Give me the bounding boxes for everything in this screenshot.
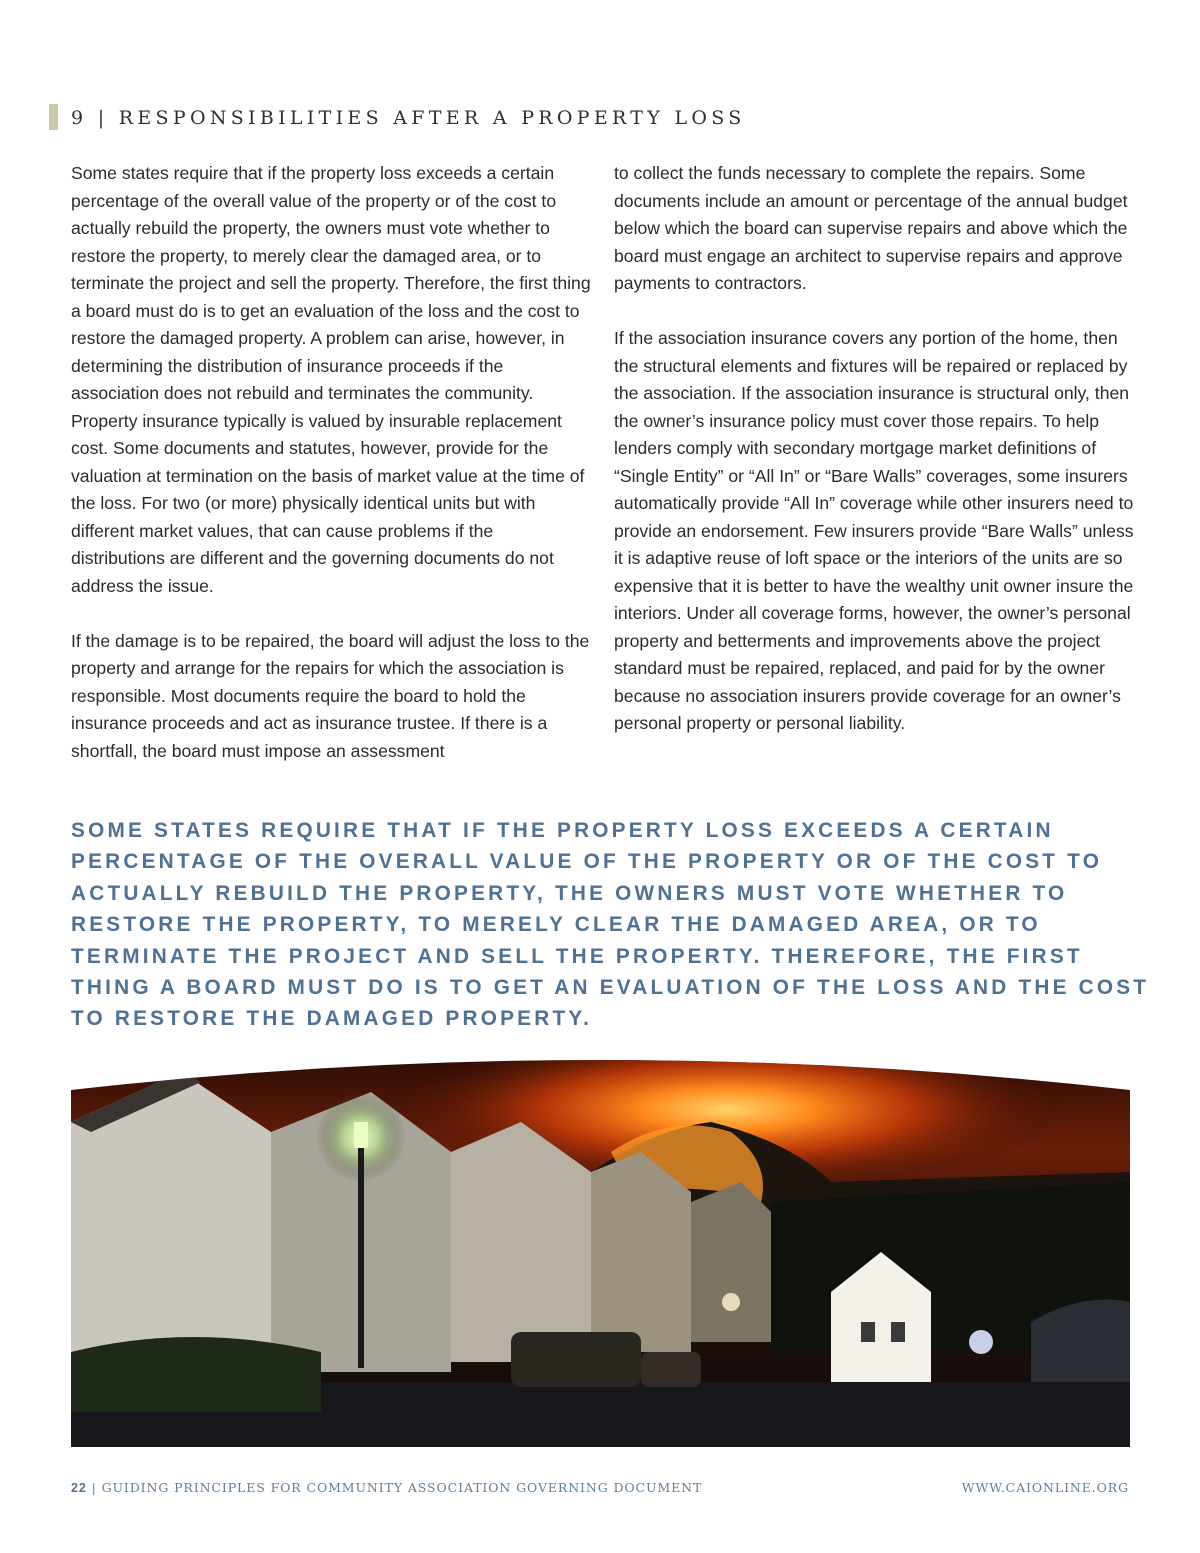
website-link[interactable]: WWW.CAIONLINE.ORG <box>961 1480 1129 1495</box>
paragraph: If the damage is to be repaired, the board will adjust the loss to the property and arrange for the repairs for which the association is responsible. Most documents require the board to hold the insurance proceeds and act as insurance trustee. If there is a shortfall, the board must impose an assessment <box>71 630 590 761</box>
page-number: 22 <box>71 1481 87 1495</box>
footer-publication <box>71 1480 702 1495</box>
paragraph: Some states require that if the property loss exceeds a certain percentage of the overall value of the property or of the cost to actually rebuild the property, the owners must vote whether to restore the property, to merely clear the damaged area, or to terminate the project and sell the property. Therefore, the first thing a board must do is to get an evaluation of the loss and the cost to restore the damaged property. A problem can arise, however, in determining the distribution of insurance proceeds if the association does not rebuild and terminates the community. Property insurance typically is valued by insurable replacement cost. Some documents and statutes, however, provide for the valuation at termination on the basis of market value at the time of the loss. For two (or more) physically identical units but with different market values, that can cause problems if the distributions are different and the governing documents do not address the issue. <box>71 163 591 596</box>
wildfire-neighborhood-photo <box>71 1052 1130 1447</box>
left-column <box>71 160 591 793</box>
paragraph: If the association insurance covers any portion of the home, then the structural elements and fixtures will be repaired or replaced by the association. If the association insurance is structural only, then the owner’s insurance policy must cover those repairs. To help lenders comply with secondary mortgage market definitions of “Single Entity” or “All In” or “Bare Walls” coverages, some insurers automatically provide “All In” coverage while other insurers need to provide an endorsement. Few insurers provide “Bare Walls” unless it is adaptive reuse of loft space or the interiors of the units are so expensive that it is better to have the wealthy unit owner insure the interiors. Under all coverage forms, however, the owner’s personal property and betterments and improvements above the project standard must be repaired, replaced, and paid for by the owner because no association insurers provide coverage for an owner’s personal property or personal liability. <box>614 328 1134 733</box>
publication-title: GUIDING PRINCIPLES FOR COMMUNITY ASSOCIATION GOVERNING DOCUMENT <box>101 1480 703 1495</box>
section-heading: 9 | RESPONSIBILITIES AFTER A PROPERTY LOSS <box>71 107 746 129</box>
pull-quote: SOME STATES REQUIRE THAT IF THE PROPERTY LOSS EXCEEDS A CERTAIN PERCENTAGE OF THE OVERALL VALUE OF THE PROPERTY OR OF THE COST TO ACTUALLY REBUILD THE PROPERTY, THE OWNERS MUST VOTE WHETHER TO RESTORE THE PROPERTY, TO MERELY CLEAR THE DAMAGED AREA, OR TO TERMINATE THE PROJECT AND SELL THE PROPERTY. THEREFORE, THE FIRST THING A BOARD MUST DO IS TO GET AN EVALUATION OF THE LOSS AND THE COST TO RESTORE THE DAMAGED PROPERTY. <box>71 819 1150 1031</box>
section-accent-bar <box>49 104 58 130</box>
paragraph: to collect the funds necessary to complete the repairs. Some documents include an amount or percentage of the annual budget below which the board can supervise repairs and above which the board must engage an architect to supervise repairs and approve payments to contractors. <box>614 163 1128 293</box>
footer-separator: | <box>91 1480 97 1495</box>
right-column <box>614 160 1134 765</box>
